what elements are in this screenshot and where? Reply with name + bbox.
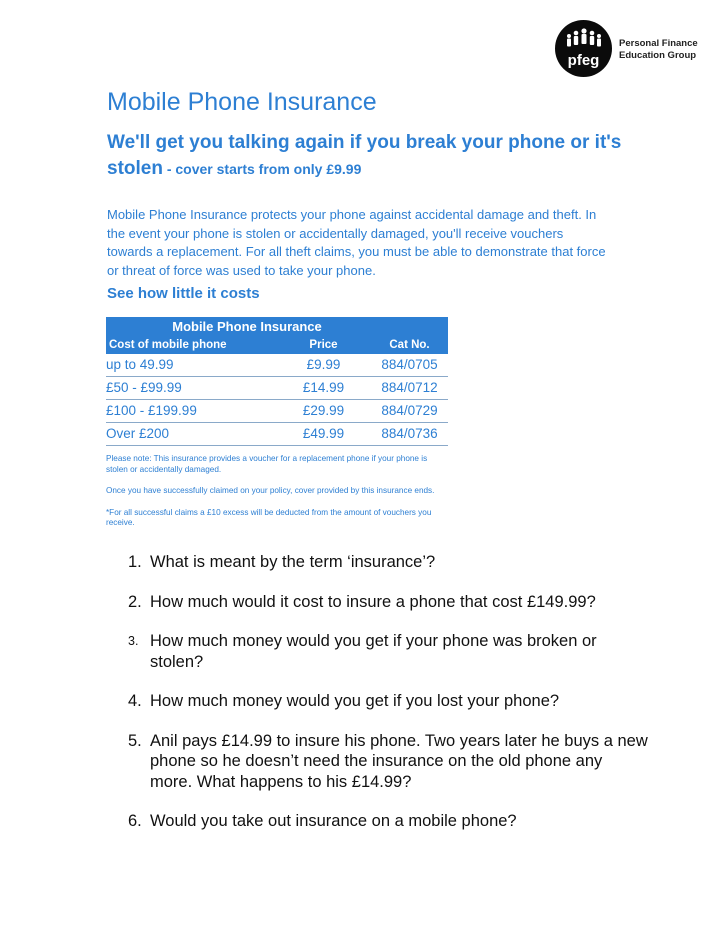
cell-catno: 884/0729	[381, 403, 438, 418]
column-header-price: Price	[309, 339, 338, 351]
logo-badge	[555, 20, 612, 77]
table-notes	[106, 454, 451, 540]
list-item	[128, 811, 648, 832]
cell-catno: 884/0705	[381, 357, 438, 372]
cell-cost: up to 49.99	[106, 357, 174, 372]
table-header	[106, 317, 448, 354]
page-title: Mobile Phone Insurance	[107, 88, 377, 116]
list-item	[128, 631, 648, 672]
list-item	[128, 731, 648, 793]
subtitle-tail: - cover starts from only £9.99	[162, 161, 362, 177]
price-table	[106, 317, 448, 446]
pfeg-logo	[555, 20, 725, 80]
table-column-headers	[106, 337, 448, 354]
cell-cost: £100 - £199.99	[106, 403, 197, 418]
people-icon	[563, 28, 605, 50]
cell-price: £49.99	[302, 426, 345, 441]
question-number: 6.	[128, 812, 142, 830]
question-text: Anil pays £14.99 to insure his phone. Two years later he buys a new phone so he doesn’t need the insurance on the old phone any more. What happens to his £14.99?	[150, 731, 648, 791]
column-header-catno: Cat No.	[389, 339, 430, 351]
table-row	[106, 423, 448, 446]
logo-org-line1: Personal Finance	[619, 38, 698, 49]
section-heading: See how little it costs	[107, 285, 260, 302]
cell-catno: 884/0712	[381, 380, 438, 395]
table-row	[106, 377, 448, 400]
column-header-cost: Cost of mobile phone	[109, 339, 227, 351]
cell-price: £9.99	[306, 357, 341, 372]
question-text: How much money would you get if you lost your phone?	[150, 692, 560, 710]
note-voucher: Please note: This insurance provides a voucher for a replacement phone if your phone is stolen or accidentally damaged.	[106, 454, 428, 474]
note-excess: *For all successful claims a £10 excess will be deducted from the amount of vouchers you receive.	[106, 507, 432, 527]
cell-catno: 884/0736	[381, 426, 438, 441]
table-row	[106, 354, 448, 377]
question-number: 5.	[128, 731, 142, 750]
question-number: 2.	[128, 592, 142, 611]
list-item	[128, 552, 648, 573]
list-item	[128, 592, 648, 613]
logo-org-line2: Education Group	[619, 50, 697, 61]
table-title: Mobile Phone Insurance	[172, 319, 322, 334]
table-row	[106, 400, 448, 423]
question-number: 3.	[128, 634, 139, 648]
cell-price: £14.99	[302, 380, 345, 395]
list-item	[128, 691, 648, 712]
question-text: How much would it cost to insure a phone that cost £149.99?	[150, 592, 596, 611]
intro-paragraph: Mobile Phone Insurance protects your phone against accidental damage and theft. In the event your phone is stolen or accidentally damaged, you'll receive vouchers towards a replacement. For all theft claims, you must be able to demonstrate that force or threat of force was used to take your phone.	[107, 207, 606, 278]
question-number: 1.	[128, 553, 142, 571]
question-text: How much money would you get if your phone was broken or stolen?	[150, 632, 597, 671]
logo-mark: pfeg	[567, 52, 600, 69]
subtitle-main: We'll get you talking again if you break your phone or it's stolen	[107, 132, 622, 179]
cell-cost: £50 - £99.99	[106, 380, 182, 395]
question-text: Would you take out insurance on a mobile phone?	[150, 812, 517, 830]
subtitle	[107, 130, 627, 182]
cell-cost: Over £200	[106, 426, 170, 441]
question-number: 4.	[128, 692, 142, 710]
question-list	[128, 552, 648, 851]
note-cover-ends: Once you have successfully claimed on your policy, cover provided by this insurance ends.	[106, 486, 435, 495]
cell-price: £29.99	[302, 403, 345, 418]
question-text: What is meant by the term ‘insurance’?	[150, 553, 436, 571]
logo-org-name	[619, 38, 698, 62]
